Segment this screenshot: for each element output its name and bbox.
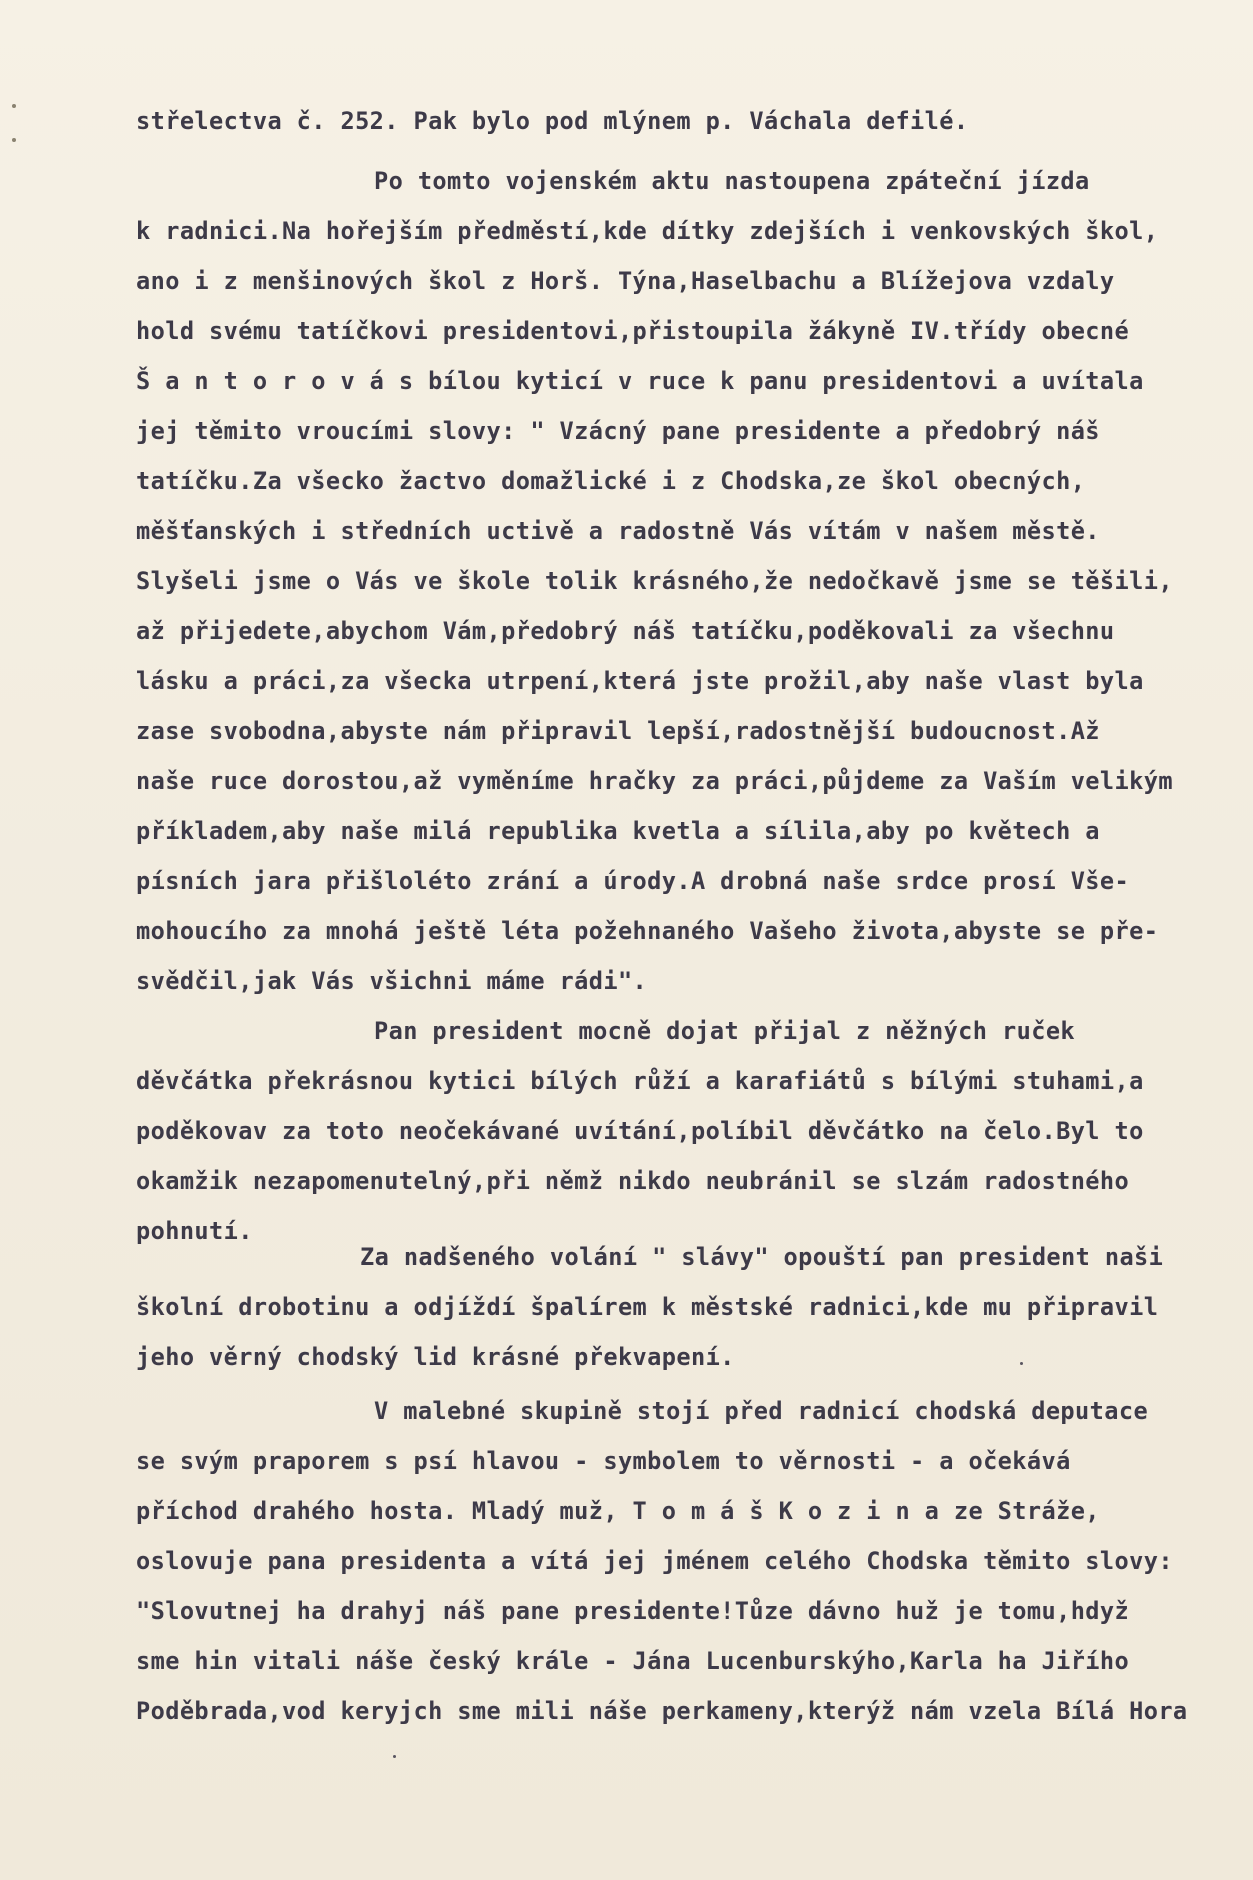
margin-mark — [12, 104, 16, 108]
text-line: až přijedete,abychom Vám,předobrý náš tatíčku,poděkovali za všechnu — [136, 617, 1115, 645]
margin-mark — [12, 138, 16, 142]
text-line: Š a n t o r o v á s bílou kyticí v ruce k panu presidentovi a uvítala — [136, 367, 1144, 395]
text-line: sme hin vitali náše český krále - Jána Lucenburskýho,Karla ha Jiřího — [136, 1647, 1130, 1675]
text-line: děvčátka překrásnou kytici bílých růží a karafiátů s bílými stuhami,a — [136, 1067, 1144, 1095]
text-line: školní drobotinu a odjíždí špalírem k městské radnici,kde mu připravil — [136, 1293, 1159, 1321]
text-line: mohoucího za mnohá ještě léta požehnaného Vašeho života,abyste se pře- — [136, 917, 1159, 945]
text-line: k radnici.Na hořejším předměstí,kde dítky zdejších i venkovských škol, — [136, 217, 1159, 245]
text-line: Poděbrada,vod keryjch sme mili náše perkameny,kterýž nám vzela Bílá Hora — [136, 1697, 1188, 1725]
text-line: pohnutí. — [136, 1217, 253, 1245]
text-line: Slyšeli jsme o Vás ve škole tolik krásného,že nedočkavě jsme se těšili, — [136, 567, 1173, 595]
text-line: Po tomto vojenském aktu nastoupena zpáteční jízda — [374, 167, 1090, 195]
text-line: hold svému tatíčkovi presidentovi,přistoupila žákyně IV.třídy obecné — [136, 317, 1130, 345]
text-line: příkladem,aby naše milá republika kvetla a sílila,aby po květech a — [136, 817, 1100, 845]
paper-speck — [1020, 1362, 1023, 1365]
text-line: poděkovav za toto neočekávané uvítání,políbil děvčátko na čelo.Byl to — [136, 1117, 1144, 1145]
text-line: zase svobodna,abyste nám připravil lepší,radostnější budoucnost.Až — [136, 717, 1100, 745]
text-line: jeho věrný chodský lid krásné překvapení. — [136, 1343, 735, 1371]
paper-speck — [393, 1755, 396, 1758]
text-line: písních jara přišloléto zrání a úrody.A drobná naše srdce prosí Vše- — [136, 867, 1130, 895]
text-line: "Slovutnej ha drahyj náš pane presidente!Tůze dávno huž je tomu,hdyž — [136, 1597, 1130, 1625]
text-line: Pan president mocně dojat přijal z něžných ruček — [374, 1017, 1076, 1045]
text-line: se svým praporem s psí hlavou - symbolem to věrnosti - a očekává — [136, 1447, 1071, 1475]
text-line: V malebné skupině stojí před radnicí chodská deputace — [374, 1397, 1149, 1425]
text-line: měšťanských i středních uctivě a radostně Vás vítám v našem městě. — [136, 517, 1100, 545]
text-line: svědčil,jak Vás všichni máme rádi". — [136, 967, 648, 995]
text-line: okamžik nezapomenutelný,při němž nikdo neubránil se slzám radostného — [136, 1167, 1130, 1195]
text-line: jej těmito vroucími slovy: " Vzácný pane presidente a předobrý náš — [136, 417, 1100, 445]
text-line: ano i z menšinových škol z Horš. Týna,Haselbachu a Blížejova vzdaly — [136, 267, 1115, 295]
text-line: lásku a práci,za všecka utrpení,která jste prožil,aby naše vlast byla — [136, 667, 1144, 695]
text-line: oslovuje pana presidenta a vítá jej jménem celého Chodska těmito slovy: — [136, 1547, 1173, 1575]
text-line: střelectva č. 252. Pak bylo pod mlýnem p. Váchala defilé. — [136, 107, 969, 135]
text-line: naše ruce dorostou,až vyměníme hračky za práci,půjdeme za Vaším velikým — [136, 767, 1173, 795]
text-line: Za nadšeného volání " slávy" opouští pan president naši — [360, 1243, 1164, 1271]
text-line: tatíčku.Za všecko žactvo domažlické i z Chodska,ze škol obecných, — [136, 467, 1086, 495]
text-line: příchod drahého hosta. Mladý muž, T o m á š K o z i n a ze Stráže, — [136, 1497, 1100, 1525]
